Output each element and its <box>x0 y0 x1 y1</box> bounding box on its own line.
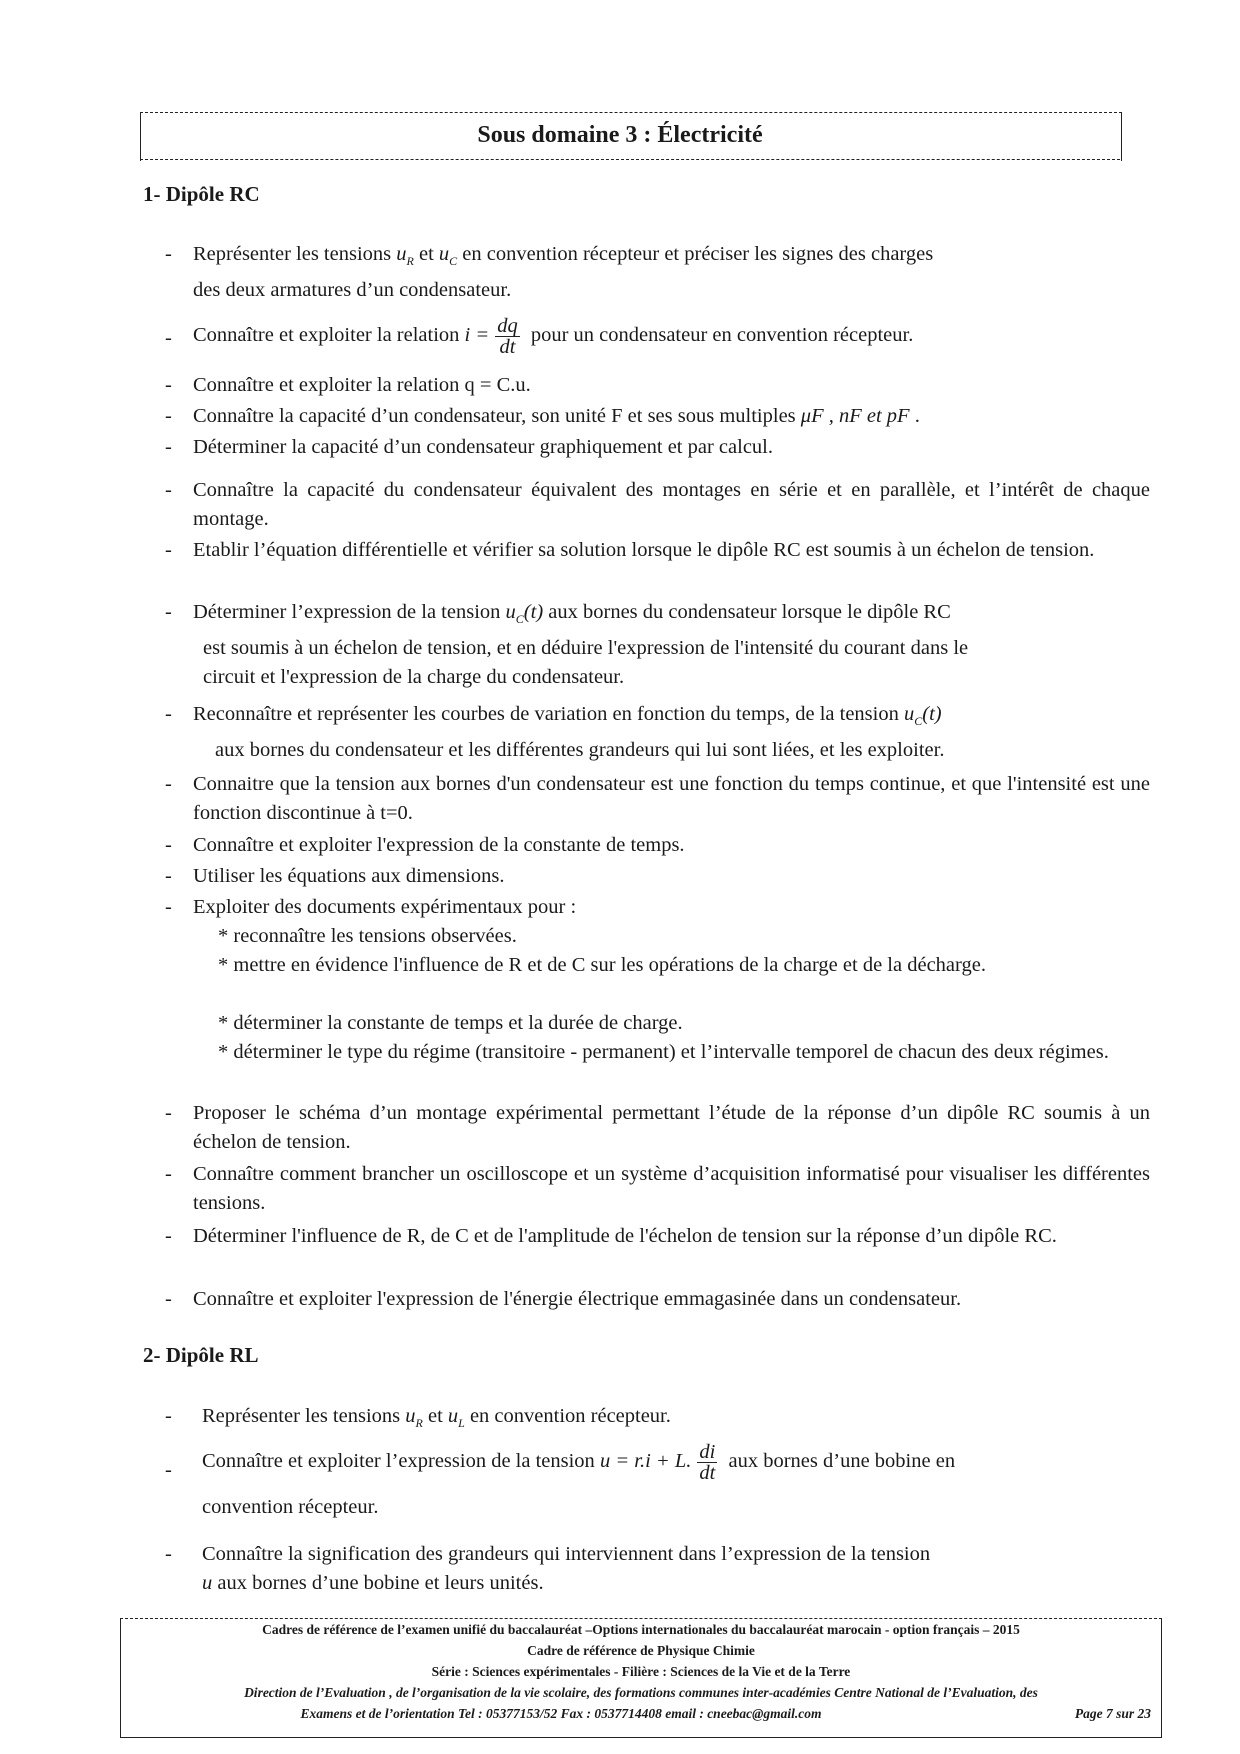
document-page: Sous domaine 3 : Électricité 1- Dipôle RC - Représenter les tensions $u_R$ et $u_C$ en convention récepteur et préciser les signes des charges des deux armatures d’un condensateur. - Connaître et exploiter la relation i = $\frac{dq}{dt}$ pour un condensateur en convention récepteur. - Connaître et exploiter la relation q = C.u. - Connaître la capacité d’un condensateur, son unité F et ses sous multiples μF , nF et pF . - Déterminer la capacité d’un condensateur graphiquement et par calcul. - Connaître la capacité du condensateur équivalent des montages en série et en parallèle, et l’intérêt de chaque montage. - Etablir l’équation différentielle et vérifier sa solution lorsque le dipôle RC est soumis à un échelon de tension. - Déterminer l’expression de la tension $u_C(t)$ aux bornes du condensateur lorsque le dipôle RC est soumis à un échelon de tension, et en déduire l'expression de l'intensité du courant dans le circuit et l'expression de la charge du condensateur. - Reconnaître et représenter les courbes de variation en fonction du temps, de la tension $u_C(t)$ aux bornes du condensateur et les différentes grandeurs qui lui sont liées, et les exploiter. - Connaitre que la tension aux bornes d'un condensateur est une fonction du temps continue, et que l'intensité est une fonction discontinue à t=0. - Connaître et exploiter l'expression de la constante de temps. - Utiliser les équations aux dimensions. - Exploiter des documents expérimentaux pour : * reconnaître les tensions observées. * mettre en évidence l'influence de R et de C sur les opérations de la charge et de la décharge. * déterminer la constante de temps et la durée de charge. * déterminer le type du régime (transitoire - permanent) et l’intervalle temporel de chacun des deux régimes. - Proposer le schéma d’un montage expérimental permettant l’étude de la réponse d’un dipôle RC soumis à un échelon de tension. - Connaître comment brancher un oscilloscope et un système d’acquisition informatisé pour visualiser les différentes tensions. - Déterminer l'influence de R, de C et de l'amplitude de l'échelon de tension sur la réponse d’un dipôle RC. - Connaître et exploiter l'expression de l'énergie électrique emmagasinée dans un condensateur. 2- Dipôle RL - Représenter les tensions $u_R$ et $u_L$ en convention récepteur. - Connaître et exploiter l’expression de la tension u = r.i + L. $\frac{di}{dt}$ aux bornes d’une bobine en convention récepteur. - Connaître la signification des grandeurs qui interviennent dans l’expression de la tension u aux bornes d’une bobine et leurs unités. Cadres de référence de l’examen unifié du baccalauréat –Options internationales du baccalauréat marocain - option français – 2015 Cadre de référence de Physique Chimie Série : Sciences expérimentales - Filière : Sciences de la Vie et de la Terre Direction de l’Evaluation , de l’organisation de la vie scolaire, des formations communes inter-académies Centre National de l’Evaluation, des Examens et de l’orientation Tel : 05377153/52 Fax : 0537714408 email : cneebac@gmail.com Page 7 sur 23 <box>0 0 1240 1754</box>
section-title-rc: 1- Dipôle RC <box>143 182 260 206</box>
sub-item: * mettre en évidence l'influence de R et de C sur les opérations de la charge et de la décharge. <box>218 954 986 976</box>
section-title-rl: 2- Dipôle RL <box>143 1343 259 1367</box>
footer-line: Cadres de référence de l’examen unifié du baccalauréat –Options internationales du baccalauréat marocain - option français – 2015 <box>262 1622 1020 1637</box>
footer-line: Cadre de référence de Physique Chimie <box>527 1643 755 1658</box>
title-underline <box>140 159 1120 160</box>
footer-line: Direction de l’Evaluation , de l’organisation de la vie scolaire, des formations communes inter-académies Centre National de l’Evaluation, des <box>244 1685 1038 1700</box>
sub-item: * déterminer la constante de temps et la durée de charge. <box>218 1012 683 1034</box>
page-footer <box>120 1618 1162 1738</box>
footer-line: Examens et de l’orientation Tel : 05377153/52 Fax : 0537714408 email : cneebac@gmail.com <box>300 1706 822 1721</box>
sub-item: * reconnaître les tensions observées. <box>218 925 517 947</box>
sub-item: * déterminer le type du régime (transitoire - permanent) et l’intervalle temporel de chacun des deux régimes. <box>218 1041 1109 1063</box>
page-title: Sous domaine 3 : Électricité <box>477 122 763 148</box>
footer-line: Série : Sciences expérimentales - Filière : Sciences de la Vie et de la Terre <box>431 1664 851 1679</box>
list-item: - Connaître et exploiter la relation i = $\frac{dq}{dt}$ pour un condensateur en convention récepteur. <box>165 315 914 358</box>
page-number: Page 7 sur 23 <box>1074 1706 1151 1721</box>
